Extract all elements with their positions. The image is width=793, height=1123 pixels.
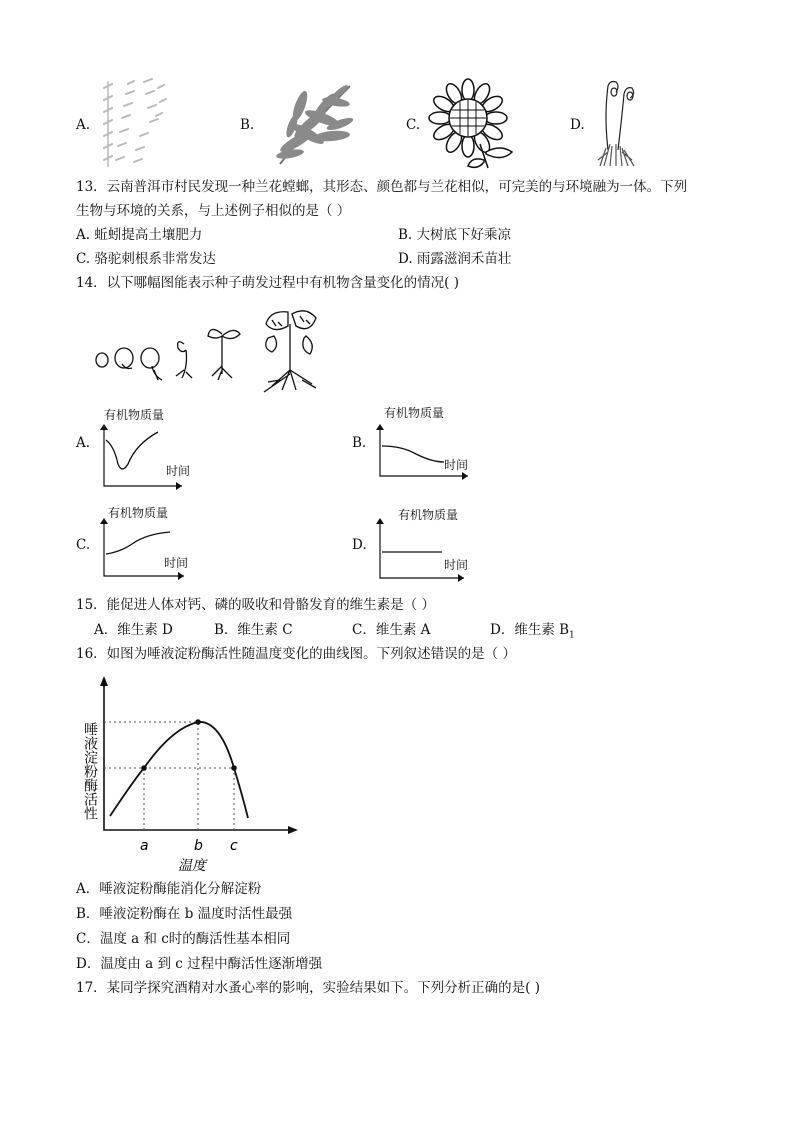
q14-graph-b-plot <box>372 424 472 480</box>
q16-option-d: D．温度由 a 到 c 过程中酶活性逐渐增强 <box>76 956 323 972</box>
q16-point-b <box>195 719 201 725</box>
q13-stem-line1: 13．云南普洱市村民发现一种兰花螳螂，其形态、颜色都与兰花相似，可完美的与环境融为一体。下列 <box>76 179 688 195</box>
q14-graph-a-option: A. <box>76 435 91 451</box>
moss-sporophyte-icon <box>594 76 640 170</box>
q14-graph-a-xlabel: 时间 <box>166 464 191 478</box>
q13-option-b: B. 大树底下好乘凉 <box>398 227 512 243</box>
q13-option-c: C. 骆驼刺根系非常发达 <box>76 251 216 267</box>
seed-germination-stages-icon <box>92 304 342 396</box>
q14-graph-d-ylabel: 有机物质量 <box>398 508 459 522</box>
q16-option-c: C．温度 a 和 c时的酶活性基本相同 <box>76 931 291 947</box>
q15-option-b: B．维生素 C <box>214 622 293 638</box>
q13-option-d: D. 雨露滋润禾苗壮 <box>398 251 512 267</box>
q15-stem: 15．能促进人体对钙、磷的吸收和骨骼发育的维生素是（ ） <box>76 597 435 613</box>
q14-graph-b-ylabel: 有机物质量 <box>384 406 445 420</box>
q16-tick-c: c <box>230 838 238 854</box>
q16-ylabel: 唾液淀粉酶活性 <box>82 722 98 820</box>
q15-option-a: A．维生素 D <box>94 622 173 638</box>
q14-graph-d-xlabel: 时间 <box>444 558 469 572</box>
q16-point-c <box>231 765 237 771</box>
q16-option-a: A．唾液淀粉酶能消化分解淀粉 <box>76 881 262 897</box>
q14-graph-a-ylabel: 有机物质量 <box>104 408 165 422</box>
q13-option-a: A. 蚯蚓提高土壤肥力 <box>76 227 203 243</box>
q16-tick-b: b <box>194 838 203 854</box>
q17-stem: 17．某同学探究酒精对水蚤心率的影响，实验结果如下。下列分析正确的是( ) <box>76 980 541 996</box>
q16-axes <box>104 680 296 830</box>
q12-option-d-label: D. <box>570 117 585 133</box>
q14-graph-c-ylabel: 有机物质量 <box>108 506 169 520</box>
q14-graph-c-line <box>106 532 170 554</box>
q14-graph-b-option: B. <box>352 435 367 451</box>
q16-activity-curve <box>110 722 248 818</box>
q16-stem: 16．如图为唾液淀粉酶活性随温度变化的曲线图。下列叙述错误的是（ ） <box>76 646 516 662</box>
q16-point-a <box>141 765 147 771</box>
q16-option-b: B．唾液淀粉酶在 b 温度时活性最强 <box>76 906 293 922</box>
q13-stem-line2: 生物与环境的关系，与上述例子相似的是（ ） <box>76 203 351 219</box>
fern-icon <box>270 76 362 168</box>
q15-option-d-subscript: 1 <box>569 630 575 641</box>
q14-graph-a-line <box>106 432 158 469</box>
q14-graph-c-plot <box>96 518 188 580</box>
q14-graph-d-option: D. <box>352 537 367 553</box>
q16-enzyme-chart <box>76 668 308 878</box>
q14-stem: 14．以下哪幅图能表示种子萌发过程中有机物含量变化的情况( ) <box>76 275 460 291</box>
q14-graph-c-xlabel: 时间 <box>164 556 189 570</box>
q14-graph-a-plot <box>96 424 186 490</box>
q15-option-d: D．维生素 $B_1$ <box>490 622 575 641</box>
q14-graph-d-plot <box>372 518 468 582</box>
q14-graph-b-xlabel: 时间 <box>444 458 469 472</box>
q14-graph-c-option: C. <box>76 537 91 553</box>
moss-leaves-icon <box>100 78 170 170</box>
sunflower-icon <box>428 78 518 170</box>
q12-option-b-label: B. <box>240 117 255 133</box>
q16-tick-a: a <box>140 838 149 854</box>
q14-graph-b-line <box>382 446 444 462</box>
q15-option-c: C．维生素 A <box>352 622 431 638</box>
q12-option-c-label: C. <box>406 117 421 133</box>
q16-xlabel: 温度 <box>178 858 206 874</box>
q12-option-a-label: A. <box>76 117 91 133</box>
